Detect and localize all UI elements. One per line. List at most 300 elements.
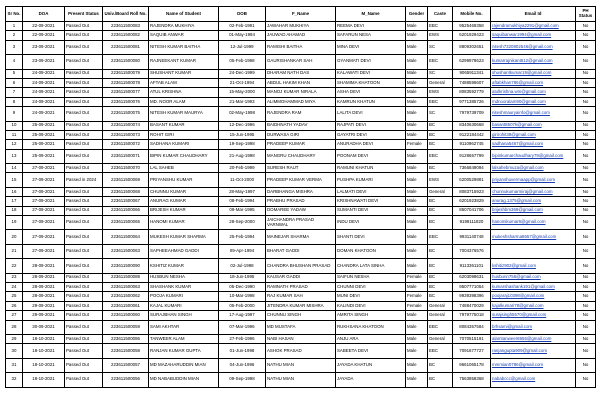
table-row [6,78,596,87]
cell-sr-no: 18 [6,206,23,215]
cell-caste: BC [428,259,453,273]
cell-sr-no: 30 [6,344,23,358]
cell-mother-name: ANURADHA DEVI [336,140,406,149]
cell-sr-no: 6 [6,78,23,87]
cell-sr-no: 20 [6,230,23,244]
table-row [6,130,596,139]
cell-mobile: 9507771054 [453,282,491,291]
cell-roll-no: 223611500082 [103,31,149,40]
cell-ph-status: No [576,301,596,310]
cell-email[interactable]: anurag.1375@gmail.com [491,197,576,206]
cell-present-status: Passed Out [65,22,103,31]
cell-student-name: NITESH KUMAR BAITHA [149,40,219,54]
cell-father-name: DURWASA GIRI [266,130,336,139]
cell-mother-name: RUKHSANA KHATOON [336,320,406,334]
cell-student-name: SHUSHANT KUMAR [149,69,219,78]
cell-doa: 18-10-2021 [23,358,65,372]
cell-gender: Male [406,187,428,196]
cell-mother-name: SUMANTI DEVI [336,206,406,215]
cell-father-name: RAMISHI BAITHA [266,40,336,54]
cell-dob: 21-Oct-1994 [219,78,266,87]
cell-father-name: JAICHANDRA PRASAD VARNWAL [266,216,336,230]
cell-email[interactable]: brhsami@gmail.com [491,320,576,334]
cell-roll-no: 223611500083 [103,22,149,31]
cell-mother-name: KRISHNAWATI DEVI [336,197,406,206]
cell-roll-no: 223611500060 [103,311,149,320]
cell-ph-status: No [576,78,596,87]
cell-present-status: Passed Out [65,78,103,87]
cell-gender: Male [406,22,428,31]
cell-email[interactable]: surajsingh5570@gmail.com [491,311,576,320]
cell-mother-name: SHAMIMA KHATOON [336,78,406,87]
cell-ph-status: No [576,130,596,139]
cell-ph-status: No [576,311,596,320]
cell-ph-status: No [576,334,596,343]
cell-doa: 18-10-2021 [23,373,65,387]
cell-ph-status: No [576,164,596,173]
table-row [6,358,596,372]
cell-caste: EWS [428,173,453,187]
cell-caste: BC [428,197,453,206]
cell-present-status: Passed Out [65,55,103,69]
cell-mother-name: DOMAN KHATOON [336,244,406,258]
table-row [6,292,596,301]
cell-present-status: Passed Out [65,344,103,358]
cell-roll-no: 223611500057 [103,358,149,372]
cell-ph-status: No [576,273,596,282]
cell-email[interactable]: poojaraj10398@gmail.com [491,292,576,301]
cell-student-name: ROHIT GIRI [149,130,219,139]
cell-email[interactable]: mdnooralam90@gmail.com [491,97,576,106]
cell-father-name: DHARAM NATH DAS [266,69,336,78]
cell-mother-name: SABEETA DEVI [336,344,406,358]
header-row [6,7,596,22]
cell-email[interactable]: bipinkumarchaudhary79@gmail.com [491,149,576,163]
table-row [6,334,596,343]
cell-email[interactable]: kshitiz902@gmail.com [491,259,576,273]
cell-ph-status: No [576,97,596,106]
cell-roll-no: 223611500063 [103,282,149,291]
cell-doa: 27-09-2021 [23,187,65,196]
cell-email[interactable]: mukeshsharma8657@gmail.com [491,230,576,244]
cell-email[interactable]: chunnukumarmiraj@gmail.com [491,187,576,196]
cell-student-name: MD. NOOR ALAM [149,97,219,106]
header-student-name: Name of Student [149,7,219,22]
cell-email[interactable]: shushantkumar19@gmail.com [491,69,576,78]
cell-ph-status: No [576,121,596,130]
cell-dob: 15-Jun-1995 [219,130,266,139]
cell-sr-no: 17 [6,197,23,206]
cell-email[interactable]: kajalkumari78@gmail.com [491,301,576,310]
cell-dob: 17-Aug-1997 [219,311,266,320]
cell-ph-status: No [576,149,596,163]
cell-mobile: 7488596607 [453,78,491,87]
cell-present-status: Passed Out [65,311,103,320]
cell-present-status: Passed Out [65,149,103,163]
cell-present-status: Passed Out [65,358,103,372]
cell-father-name: KAUSAR GADDI [266,273,336,282]
cell-email[interactable]: husbunn756@gmail.com [491,273,576,282]
cell-present-status: Passed Out [65,121,103,130]
cell-caste: EBC [428,320,453,334]
cell-email[interactable]: sadhana5467@gmail.com [491,140,576,149]
cell-roll-no: 223611500074 [103,121,149,130]
cell-mobile: 9122184442 [453,130,491,139]
cell-dob: 02-Feb-1991 [219,22,266,31]
table-row [6,273,596,282]
cell-caste: EBC [428,344,453,358]
cell-mobile: 7366849094 [453,164,491,173]
cell-father-name: MD MUSTAFA [266,320,336,334]
cell-email[interactable]: nitesh7320802546@gmail.com [491,40,576,54]
cell-present-status: Passed Out [65,334,103,343]
cell-doa: 29-09-2021 [23,301,65,310]
cell-gender: Male [406,88,428,97]
table-body [6,22,596,388]
cell-present-status: Passed Out [65,292,103,301]
cell-doa: 27-09-2021 [23,206,65,215]
cell-dob: 20-Feb-1999 [219,164,266,173]
cell-sr-no: 14 [6,164,23,173]
cell-dob: 25-Feb-1994 [219,230,266,244]
cell-father-name: RAMNATH PRASAD [266,282,336,291]
cell-caste: SC [428,69,453,78]
cell-doa: 27-09-2021 [23,230,65,244]
cell-gender: Male [406,97,428,106]
cell-mobile: 9128657799 [453,149,491,163]
cell-mother-name: GYANMATI DEVI [336,55,406,69]
cell-sr-no: 9 [6,107,23,121]
cell-email[interactable]: hanomikumar6@gmail.com [491,216,576,230]
cell-mother-name: LALMATI DEVI [336,187,406,196]
cell-doa: 27-09-2021 [23,164,65,173]
header-sr-no: Sr No. [6,7,23,22]
cell-dob: 04-Jun-1996 [219,358,266,372]
header-caste: Caste [428,7,453,22]
cell-ph-status: No [576,244,596,258]
cell-dob: 12-Dec-1996 [219,121,266,130]
cell-roll-no: 223611500089 [103,273,149,282]
cell-gender: Male [406,320,428,334]
cell-gender: Male [406,197,428,206]
cell-dob: 18-Jun-1995 [219,273,266,282]
cell-caste: BC [428,216,453,230]
cell-ph-status: No [576,206,596,215]
cell-caste: EBC [428,97,453,106]
cell-email[interactable]: alamtanweer8656@gmail.com [491,334,576,343]
header-roll-no: Univ./Board Roll No. [103,7,149,22]
cell-father-name: NATHU MIAN [266,373,336,387]
cell-mobile: 9771385726 [453,97,491,106]
cell-roll-no: 223611500069 [103,173,149,187]
cell-email[interactable]: kumarshashank191@gmail.com [491,282,576,291]
cell-father-name: ABDUL HAKIM KHAN [266,78,336,87]
cell-gender: Male [406,164,428,173]
cell-sr-no: 10 [6,121,23,130]
cell-email[interactable]: nababccc@gmail.com [491,373,576,387]
cell-dob: 19-Sep-1998 [219,140,266,149]
cell-gender: Male [406,121,428,130]
cell-dob: 28-May-1997 [219,187,266,196]
cell-mother-name: ASHA DEVI [336,88,406,97]
cell-email[interactable]: rajendramukhiya2291@gmail.com [491,22,576,31]
cell-father-name: NABI HASAN [266,334,336,343]
cell-ph-status: No [576,88,596,97]
cell-mobile: 9939398396 [453,292,491,301]
cell-roll-no: 223611500076 [103,97,149,106]
cell-mobile: 8340630668 [453,121,491,130]
cell-mobile: 9931140748 [453,230,491,244]
cell-gender: Male [406,78,428,87]
cell-present-status: Passed Out [65,373,103,387]
cell-dob: 09-Apr-1994 [219,244,266,258]
cell-student-name: KSHITIZ KUMAR [149,259,219,273]
cell-father-name: DOMAREE YADAW [266,206,336,215]
table-row [6,230,596,244]
cell-mother-name: SAFARUN NESA [336,31,406,40]
cell-mobile: 7563858368 [453,373,491,387]
cell-gender: Male [406,344,428,358]
cell-caste: EWS [428,88,453,97]
cell-roll-no: 223611500062 [103,292,149,301]
cell-roll-no: 223611500086 [103,334,149,343]
cell-roll-no: 223611500064 [103,230,149,244]
cell-email[interactable]: priyanshuvermaapp@gmail.com [491,173,576,187]
cell-roll-no: 223611500073 [103,130,149,139]
cell-father-name: RAJENDRA RAM [266,107,336,121]
header-mother-name: M_Name [336,7,406,22]
cell-doa: 23-09-2021 [23,40,65,54]
cell-gender: Female [406,301,428,310]
cell-ph-status: No [576,358,596,372]
cell-roll-no: 223611500066 [103,206,149,215]
cell-caste: BC [428,373,453,387]
cell-present-status: Passed Out [65,107,103,121]
cell-dob: 11-Oct-2000 [219,173,266,187]
cell-gender: Male [406,149,428,163]
header-ph-status: PH Status [576,7,596,22]
cell-ph-status: No [576,259,596,273]
cell-dob: 21-Aug-1998 [219,149,266,163]
cell-caste: BC [428,164,453,173]
cell-gender: Male [406,69,428,78]
cell-caste: EBC [428,149,453,163]
cell-caste: BC [428,358,453,372]
cell-father-name: GAURISHANKAR SAH [266,55,336,69]
cell-email[interactable]: lalsahebmuza@gmail.com [491,164,576,173]
cell-doa: 18-10-2021 [23,344,65,358]
cell-ph-status: No [576,282,596,291]
table-row [6,69,596,78]
table-row [6,173,596,187]
cell-doa: 18-10-2021 [23,334,65,343]
cell-roll-no: 223611500077 [103,88,149,97]
cell-present-status: Passed Out [65,282,103,291]
cell-ph-status: No [576,230,596,244]
cell-ph-status: No [576,69,596,78]
cell-sr-no: 28 [6,320,23,334]
cell-roll-no: 223611500056 [103,373,149,387]
cell-dob: 05-Dec-1990 [219,282,266,291]
cell-caste: BC [428,130,453,139]
cell-dob: 10-Mar-1998 [219,292,266,301]
cell-mother-name: SAIFUN NESHA [336,273,406,282]
cell-father-name: PRABHU PRASAD [266,197,336,206]
cell-sr-no: 11 [6,130,23,139]
cell-mother-name: REEMA DEVI [336,22,406,31]
cell-mother-name: CHUNNI DEVI [336,282,406,291]
cell-sr-no: 24 [6,282,23,291]
cell-caste: General [428,187,453,196]
cell-caste: BC [428,121,453,130]
cell-student-name: HUSBUN NESHA [149,273,219,282]
cell-dob: 15-May-2000 [219,88,266,97]
cell-sr-no: 27 [6,311,23,320]
cell-mobile: 8084357584 [453,320,491,334]
cell-mother-name: KALAWATI DEVI [336,69,406,78]
cell-dob: 07-Mar-1996 [219,320,266,334]
cell-doa: 29-09-2021 [23,311,65,320]
cell-father-name: DARBHANGA MISHRA [266,187,336,196]
table-row [6,164,596,173]
cell-gender: Male [406,55,428,69]
cell-caste: SC [428,107,453,121]
cell-email[interactable]: atulkrishna.wm@gmail.com [491,88,576,97]
cell-sr-no: 22 [6,259,23,273]
cell-sr-no: 8 [6,97,23,106]
cell-father-name: RAJ KUMAR SAH [266,292,336,301]
cell-email[interactable]: kumarrajnikant612@gmail.com [491,55,576,69]
table-row [6,244,596,258]
table-row [6,121,596,130]
cell-student-name: BASANT KUMAR [149,121,219,130]
cell-student-name: PRIYANSHU KUMAR [149,173,219,187]
cell-mobile: 6201929423 [453,31,491,40]
cell-father-name: MANOJ KUMAR NIRALA [266,88,336,97]
cell-student-name: RAJNEEKANT KUMAR [149,55,219,69]
cell-student-name: MD NABABUDDIN MIAN [149,373,219,387]
cell-sr-no: 5 [6,69,23,78]
table-row [6,320,596,334]
cell-mother-name: LALITA DEVI [336,107,406,121]
table-row [6,206,596,215]
cell-sr-no: 23 [6,273,23,282]
cell-student-name: AFTAB ALAM [149,78,219,87]
cell-email[interactable]: aftabkhan786@gmail.com [491,78,576,87]
cell-mobile: 9199111820 [453,216,491,230]
table-row [6,216,596,230]
cell-doa: 28-09-2021 [23,259,65,273]
cell-present-status: Passed Out [65,244,103,258]
cell-roll-no: 223611500063 [103,244,149,258]
cell-email[interactable]: mmmian0786@gmail.com [491,358,576,372]
cell-sr-no: 26 [6,301,23,310]
cell-dob: 27-Feb-1996 [219,334,266,343]
cell-present-status: Passed Out [65,301,103,310]
cell-present-status: Passed Out [65,187,103,196]
header-email: Email Id [491,7,576,22]
cell-student-name: POOJA KUMARI [149,292,219,301]
cell-student-name: TANWEER ALAM [149,334,219,343]
cell-roll-no: 223611500070 [103,164,149,173]
cell-student-name: ATUL KRISHNA [149,88,219,97]
cell-mobile: 7979775018 [453,311,491,320]
cell-mother-name: KAMRUN KHATUN [336,97,406,106]
cell-doa: 28-09-2021 [23,292,65,301]
cell-doa: 24-09-2021 [23,69,65,78]
cell-ph-status: No [576,197,596,206]
table-row [6,282,596,291]
cell-ph-status: No [576,292,596,301]
cell-mobile: 8809302651 [453,40,491,54]
cell-sr-no: 32 [6,373,23,387]
cell-gender: Male [406,282,428,291]
cell-doa: 30-09-2021 [23,320,65,334]
cell-student-name: CHUNNU KUMAR [149,187,219,196]
cell-doa: 24-09-2021 [23,88,65,97]
cell-email[interactable]: saquibanwar1994@gmail.com [491,31,576,40]
cell-roll-no: 223611500078 [103,78,149,87]
table-row [6,373,596,387]
cell-present-status: Passed Out [65,88,103,97]
cell-roll-no: 223611500072 [103,140,149,149]
cell-sr-no: 12 [6,140,23,149]
cell-mobile: 7091677727 [453,344,491,358]
cell-sr-no: 3 [6,40,23,54]
cell-ph-status: No [576,31,596,40]
cell-caste: EBC [428,230,453,244]
table-row [6,187,596,196]
cell-gender: Male [406,40,428,54]
cell-ph-status: No [576,140,596,149]
cell-sr-no: 1 [6,22,23,31]
cell-doa: 27-09-2021 [23,244,65,258]
cell-father-name: PRADEEP KUMAR VERMA [266,173,336,187]
cell-dob: 02-Jul-1998 [219,259,266,273]
cell-caste: BC [428,273,453,282]
table-row [6,22,596,31]
cell-sr-no: 13 [6,149,23,163]
student-table [5,6,596,388]
cell-email[interactable]: ranjangupta909@gmail.com [491,344,576,358]
cell-doa: 25-09-2021 [23,121,65,130]
cell-gender: Female [406,140,428,149]
cell-roll-no: 223611500068 [103,187,149,196]
table-row [6,140,596,149]
cell-ph-status: No [576,173,596,187]
cell-email[interactable]: niteshmauryainfo@gmail.com [491,107,576,121]
cell-email[interactable]: girirohit38@gmail.com [491,130,576,139]
table-row [6,88,596,97]
cell-email[interactable]: basant8507k@gmail.com [491,121,576,130]
cell-mobile: 9113361101 [453,259,491,273]
cell-mother-name: ANJU ARA [336,334,406,343]
cell-roll-no: 223611500079 [103,69,149,78]
cell-sr-no: 31 [6,358,23,372]
cell-dob: 24-Dec-1999 [219,69,266,78]
cell-student-name: LAL SAHEB [149,164,219,173]
cell-present-status: Passed Out [65,259,103,273]
cell-father-name: JAWAHAR MUKHIYA [266,22,336,31]
cell-email[interactable]: brijeshbm369@gmail.com [491,206,576,215]
table-row [6,259,596,273]
cell-sr-no: 4 [6,55,23,69]
cell-mobile: 7979739709 [453,107,491,121]
cell-caste: BC [428,244,453,258]
table-row [6,344,596,358]
cell-mother-name: RAJPATI DEVI [336,121,406,130]
cell-dob: 12-Jul-1999 [219,40,266,54]
